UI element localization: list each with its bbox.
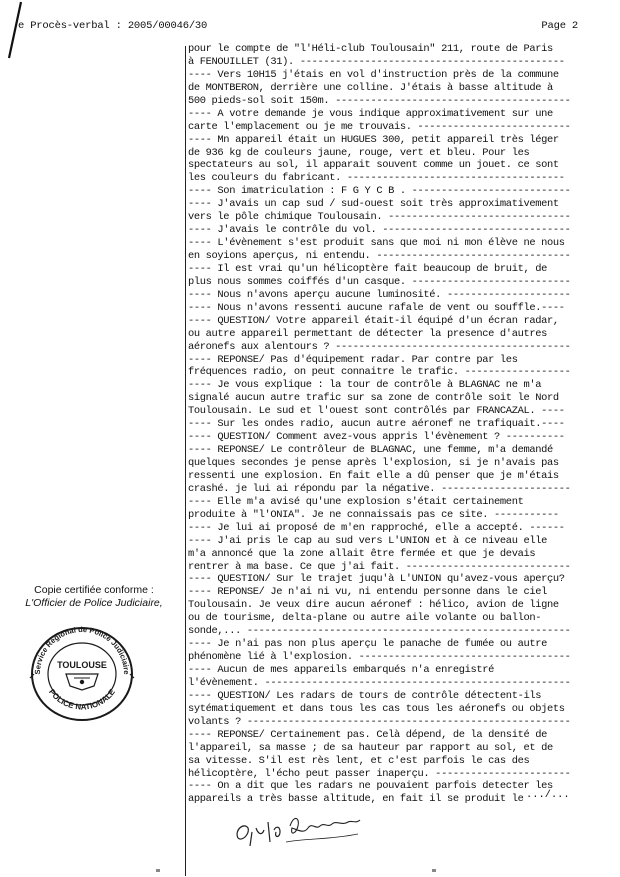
statement-line: en soyions aperçus, ni entendu. --------------------------------- — [188, 250, 571, 262]
handwritten-signature — [228, 808, 368, 852]
statement-line: ---- J'ai pris le cap au sud vers L'UNION et à ce niveau elle — [188, 534, 548, 547]
scan-speck — [156, 869, 160, 872]
statement-line: ---- On a dit que les radars ne pouvaient parfois detecter les — [188, 780, 553, 793]
statement-line: hélicoptère, l'écho peut passer inaperçu. ----------------------- — [188, 767, 571, 780]
statement-line: ---- REPONSE/ Certainement pas. Celà dépend, de la densité de — [188, 728, 548, 741]
continued-marker: .../... — [526, 789, 570, 801]
statement-line: sonde,... ------------------------------------------------------- — [188, 625, 571, 638]
statement-line: crashé. je lui ai répondu par la négative. ---------------------- — [188, 482, 571, 495]
statement-line: ---- Mn appareil était un HUGUES 300, petit appareil très léger — [188, 133, 559, 146]
scan-speck — [432, 869, 436, 872]
statement-line: aéronefs aux alentours ? ---------------------------------------- — [188, 340, 571, 353]
page-header — [18, 16, 598, 34]
svg-text:Service Régional de Police Jud: Service Régional de Police Judiciaire — [32, 624, 132, 675]
statement-line: ---- QUESTION/ Les radars de tours de contrôle détectent-ils — [188, 689, 542, 702]
statement-line: ---- Nous n'avons aperçu aucune luminosité. --------------------- — [188, 288, 571, 301]
statement-line: ---- QUESTION/ Sur le trajet juqu'à L'UNION qu'avez-vous aperçu? — [188, 573, 565, 586]
statement-line: appareils a très basse altitude, en fait il se produit le — [188, 793, 524, 806]
police-stamp-seal — [22, 616, 142, 726]
statement-line: ---- L'évènement s'est produit sans que moi ni mon élève ne nous — [188, 237, 565, 250]
statement-line: signalé aucun autre trafic sur sa zone de contrôle soit le Nord — [188, 392, 559, 405]
statement-line: ou de tourisme, delta-plane ou autre aile volante ou ballon- — [188, 612, 542, 625]
statement-line: de 936 kg de couleurs jaune, rouge, vert et bleu. Pour les — [188, 146, 530, 159]
statement-body — [188, 43, 606, 806]
statement-line: ---- QUESTION/ Comment avez-vous appris l'évènement ? ---------- — [188, 431, 565, 444]
statement-line: l'appareil, sa masse ; de sa hauteur par rapport au sol, et de — [188, 741, 553, 754]
statement-line: 500 pieds-sol soit 150m. ---------------------------------------- — [188, 94, 571, 107]
statement-line: ---- Je vous explique : la tour de contrôle à BLAGNAC ne m'a — [188, 379, 542, 392]
svg-text:TOULOUSE: TOULOUSE — [57, 660, 107, 670]
page-number: Page 2 — [541, 20, 578, 32]
statement-line: plus nous sommes coiffés d'un casque. --------------------------- — [188, 275, 571, 288]
statement-line: à FENOUILLET (31). --------------------------------------------- — [188, 55, 565, 68]
proces-verbal-reference: e Procès-verbal : 2005/00046/30 — [18, 20, 208, 32]
statement-line: Toulousain. Le sud et l'ouest sont contrôlés par FRANCAZAL. ---- — [188, 405, 565, 418]
statement-line: les couleurs du fabricant. ------------------------------------- — [188, 172, 565, 185]
statement-line: carte l'emplacement ou je me trouvais. -------------------------- — [188, 120, 571, 133]
statement-line: ---- QUESTION/ Votre appareil était-il équipé d'un écran radar, — [188, 314, 559, 327]
statement-line: produite à "l'ONIA". Je ne connaissais pas ce site. ----------- — [188, 508, 559, 521]
statement-line: Toulousain. Je veux dire aucun aéronef : hélico, avion de ligne — [188, 599, 559, 612]
statement-line: l'évènement. ---------------------------------------------------- — [188, 676, 571, 689]
statement-line: ---- REPONSE/ Le contrôleur de BLAGNAC, une femme, m'a demandé — [188, 444, 553, 457]
statement-line: sytématiquement et dans tous les cas tous les aéronefs ou objets — [188, 702, 565, 715]
svg-text:POLICE NATIONALE: POLICE NATIONALE — [47, 687, 117, 712]
statement-line: ---- Il est vrai qu'un hélicoptère fait beaucoup de bruit, de — [188, 262, 548, 275]
statement-line: volants ? ------------------------------------------------------- — [188, 715, 571, 728]
statement-line: quelques secondes je pense après l'explosion, si je n'avais pas — [188, 457, 559, 469]
statement-line: fréquences radio, on peut connaitre le trafic. ------------------ — [188, 366, 571, 379]
statement-line: sa vitesse. S'il est rès lent, et c'est parfois le cas des — [188, 754, 530, 767]
statement-line: ---- Nous n'avons ressenti aucune rafale de vent ou souffle.---- — [188, 301, 565, 314]
statement-line: rentrer à ma base. Ce que j'ai fait. ---------------------------- — [188, 560, 571, 573]
statement-line: ---- J'avais un cap sud / sud-ouest soit très approximativement — [188, 198, 559, 211]
statement-line: ---- Son imatriculation : F G Y C B . --------------------------- — [188, 185, 571, 198]
officer-title: L'Officier de Police Judiciaire, — [25, 597, 163, 609]
statement-line: ---- REPONSE/ Je n'ai ni vu, ni entendu personne dans le ciel — [188, 586, 548, 599]
statement-line: ---- Je n'ai pas non plus aperçu le panache de fumée ou autre — [188, 638, 548, 651]
statement-line: de MONTBERON, derrière une colline. J'étais à basse altitude à — [188, 81, 553, 94]
statement-line: ---- Sur les ondes radio, aucun autre aéronef ne trafiquait.---- — [188, 418, 565, 431]
statement-line: ou autre appareil permettant de détecter la presence d'autres — [188, 327, 548, 340]
statement-line: ---- Vers 10H15 j'étais en vol d'instruction près de la commune — [188, 68, 559, 81]
certification-line: Copie certifiée conforme : — [34, 584, 154, 596]
statement-line: ---- J'avais le contrôle du vol. -------------------------------- — [188, 224, 571, 237]
statement-line: ---- Elle m'a avisé qu'une explosion s'était certainement — [188, 495, 524, 508]
statement-line: pour le compte de "l'Héli-club Toulousain" 211, route de Paris — [188, 43, 553, 55]
statement-line: ---- Je lui ai proposé de m'en rapproché, elle a accepté. ------ — [188, 521, 565, 534]
certification-block — [8, 584, 180, 610]
statement-line: m'a annoncé que la zone allait être fermée et que je devais — [188, 547, 536, 560]
statement-line: phénomène lié à l'explosion. ------------------------------------ — [188, 651, 571, 664]
margin-rule — [185, 46, 186, 876]
statement-line: ---- A votre demande je vous indique approximativement sur une — [188, 107, 553, 120]
statement-line: ---- REPONSE/ Pas d'équipement radar. Par contre par les — [188, 353, 518, 366]
statement-line: spectateurs au sol, il apparait souvent comme un jouet. ce sont — [188, 159, 559, 172]
statement-line: vers le pôle chimique Toulousain. ------------------------------- — [188, 211, 571, 224]
statement-line: ---- Aucun de mes appareils embarqués n'a enregistré — [188, 664, 495, 676]
statement-line: ressenti une explosion. En fait elle a dû penser que je m'étais — [188, 469, 559, 482]
